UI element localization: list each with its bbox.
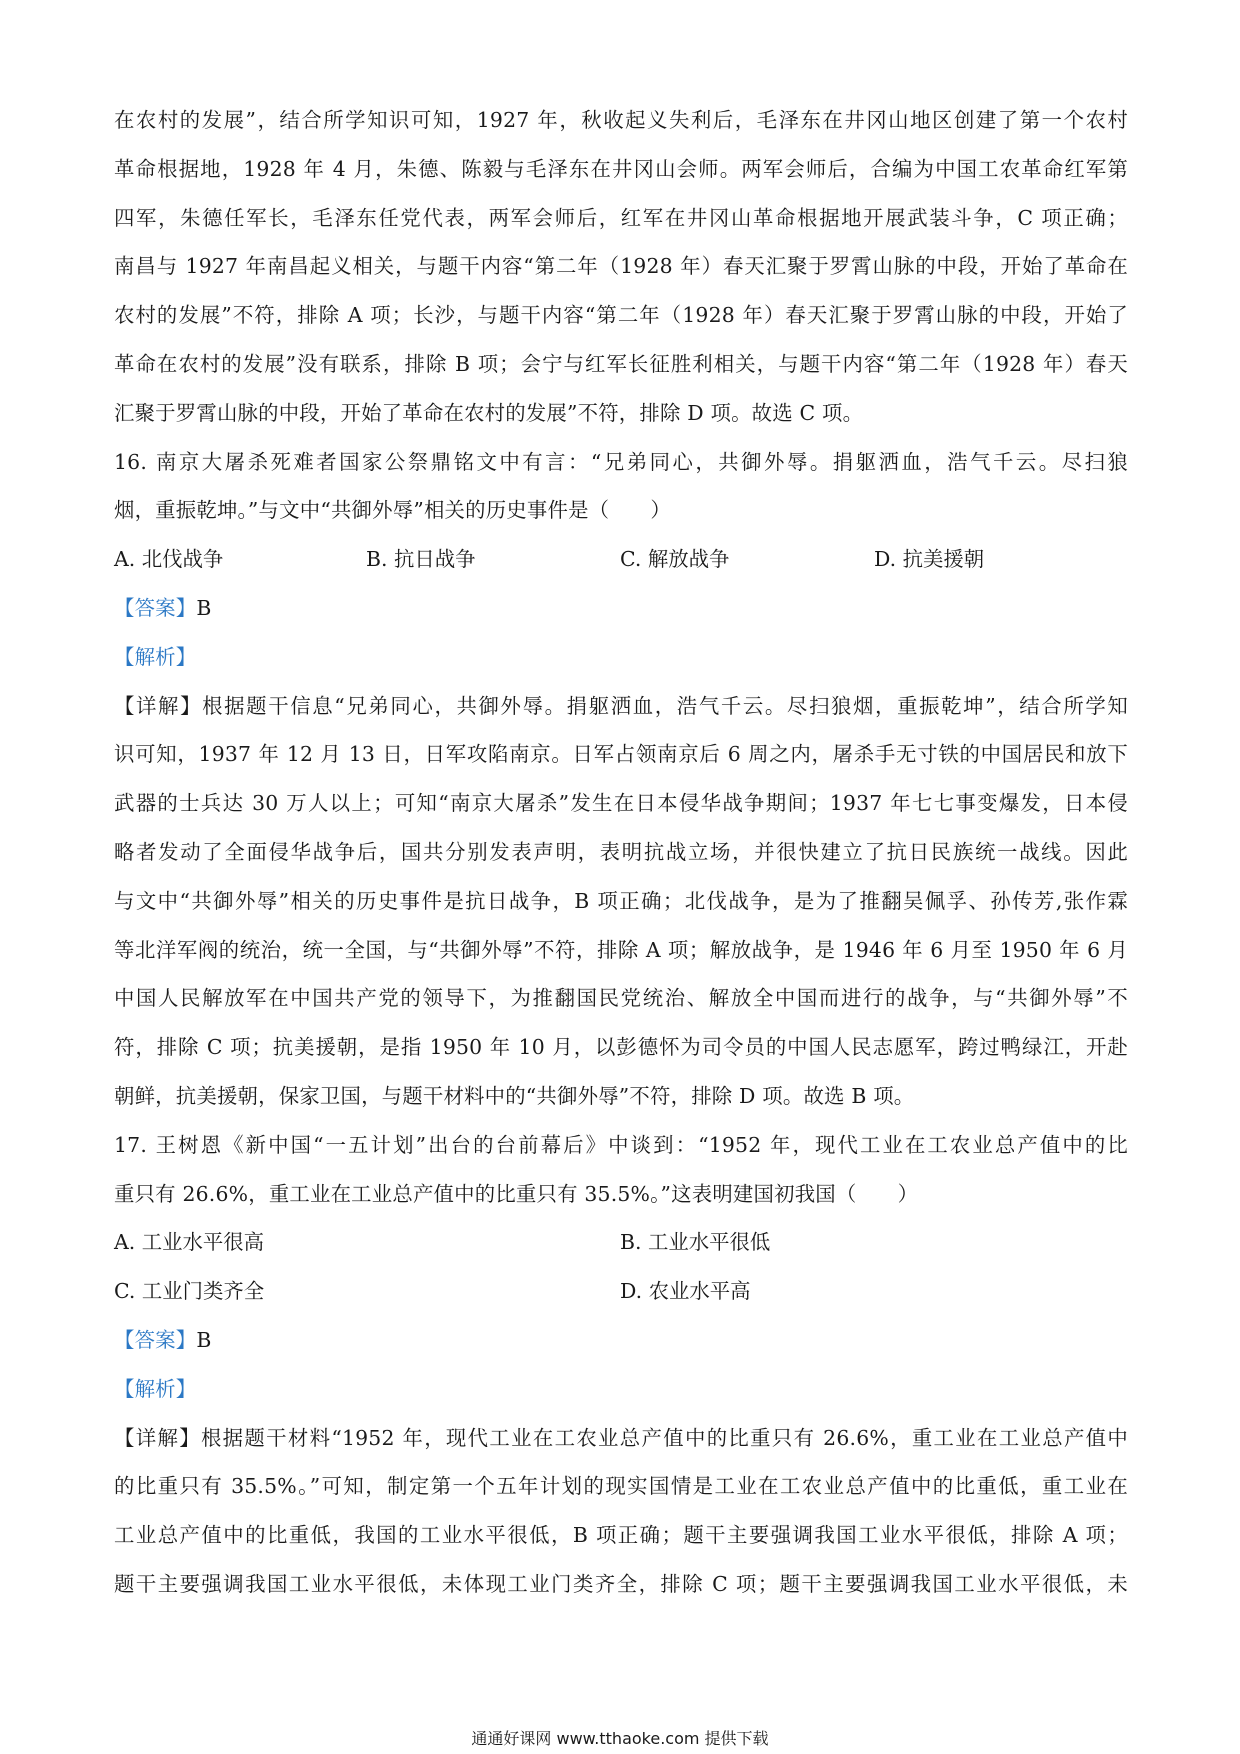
- detail-line: [114, 682, 1128, 731]
- detail-tag: 【详解】: [114, 693, 203, 718]
- text-line: 革命在农村的发展”没有联系，排除 B 项；会宁与红军长征胜利相关，与题干内容“第二年（1928 年）春天: [114, 351, 1128, 376]
- text-line: 四军，朱德任军长，毛泽东任党代表，两军会师后，红军在井冈山革命根据地开展武装斗争，C 项正确；: [114, 205, 1128, 230]
- detail-line: 符，排除 C 项；抗美援朝，是指 1950 年 10 月，以彭德怀为司令员的中国人民志愿军，跨过鸭绿江，开赴: [114, 1035, 1128, 1060]
- detail-line: 朝鲜，抗美援朝，保家卫国，与题干材料中的“共御外辱”不符，排除 D 项。故选 B 项。: [114, 1083, 915, 1108]
- option-c: C. 工业门类齐全: [114, 1279, 265, 1304]
- detail-line: 与文中“共御外辱”相关的历史事件是抗日战争，B 项正确；北伐战争，是为了推翻吴佩孚、孙传芳,张作霖: [114, 888, 1128, 913]
- detail-line: 识可知，1937 年 12 月 13 日，日军攻陷南京。日军占领南京后 6 周之内，屠杀手无寸铁的中国居民和放下: [114, 742, 1128, 767]
- detail-line: 的比重只有 35.5%。”可知，制定第一个五年计划的现实国情是工业在工农业总产值中的比重低，重工业在: [114, 1474, 1128, 1499]
- option-b: B. 工业水平很低: [620, 1230, 771, 1255]
- text-line: 在农村的发展”，结合所学知识可知，1927 年，秋收起义失利后，毛泽东在井冈山地区创建了第一个农村: [114, 108, 1128, 132]
- detail-line: 题干主要强调我国工业水平很低，未体现工业门类齐全，排除 C 项；题干主要强调我国工业水平很低，未: [114, 1571, 1128, 1596]
- answer-tag: 【答案】: [114, 595, 197, 620]
- text-line: 南昌与 1927 年南昌起义相关，与题干内容“第二年（1928 年）春天汇聚于罗霄山脉的中段，开始了革命在: [114, 254, 1128, 279]
- question-stem-line: 烟，重振乾坤。”与文中“共御外辱”相关的历史事件是（ ）: [114, 498, 672, 523]
- prev-answer-section: [114, 96, 1128, 438]
- question-stem-line: 重只有 26.6%，重工业在工业总产值中的比重只有 35.5%。”这表明建国初我国（ ）: [114, 1181, 919, 1206]
- detail-tag: 【详解】: [114, 1425, 201, 1450]
- options-row: [114, 1218, 1128, 1267]
- answer-line: [114, 1316, 1128, 1365]
- answer-value: B: [196, 595, 212, 620]
- option-a: A. 北伐战争: [114, 547, 224, 572]
- options-row: [114, 535, 1128, 584]
- detail-text: 根据题干材料“1952 年，现代工业在工农业总产值中的比重只有 26.6%，重工业在工业总产值中: [200, 1425, 1128, 1450]
- text-line: 农村的发展”不符，排除 A 项；长沙，与题干内容“第二年（1928 年）春天汇聚于罗霄山脉的中段，开始了: [114, 303, 1128, 328]
- analysis-tag: 【解析】: [114, 644, 197, 669]
- option-d: D. 抗美援朝: [874, 547, 985, 572]
- option-a: A. 工业水平很高: [114, 1230, 265, 1255]
- document-page: [114, 96, 1128, 1609]
- detail-line: [114, 1414, 1128, 1463]
- options-row: [114, 1267, 1128, 1316]
- text-line: 革命根据地，1928 年 4 月，朱德、陈毅与毛泽东在井冈山会师。两军会师后，合编为中国工农革命红军第: [114, 156, 1128, 181]
- option-b: B. 抗日战争: [366, 547, 476, 572]
- option-c: C. 解放战争: [620, 547, 730, 572]
- analysis-line: [114, 1365, 1128, 1414]
- question-stem-line: 17. 王树恩《新中国“一五计划”出台的台前幕后》中谈到：“1952 年，现代工业在工农业总产值中的比: [114, 1132, 1128, 1157]
- detail-line: 工业总产值中的比重低，我国的工业水平很低，B 项正确；题干主要强调我国工业水平很低，排除 A 项；: [114, 1523, 1128, 1548]
- detail-line: 武器的士兵达 30 万人以上；可知“南京大屠杀”发生在日本侵华战争期间；1937 年七七事变爆发，日本侵: [114, 791, 1128, 816]
- analysis-line: [114, 633, 1128, 682]
- question-stem-line: 16. 南京大屠杀死难者国家公祭鼎铭文中有言：“兄弟同心，共御外辱。捐躯洒血，浩气千云。尽扫狼: [114, 449, 1128, 474]
- answer-tag: 【答案】: [114, 1327, 197, 1352]
- detail-text: 根据题干信息“兄弟同心，共御外辱。捐躯洒血，浩气千云。尽扫狼烟，重振乾坤”，结合所学知: [202, 693, 1128, 718]
- answer-value: B: [196, 1327, 212, 1352]
- option-d: D. 农业水平高: [620, 1279, 751, 1304]
- page-footer: 通通好课网 www.tthaoke.com 提供下载: [471, 1729, 769, 1748]
- answer-line: [114, 584, 1128, 633]
- question-17: [114, 1121, 1128, 1609]
- detail-line: 等北洋军阀的统治，统一全国，与“共御外辱”不符，排除 A 项；解放战争，是 1946 年 6 月至 1950 年 6 月: [114, 937, 1128, 962]
- analysis-tag: 【解析】: [114, 1376, 197, 1401]
- detail-line: 略者发动了全面侵华战争后，国共分别发表声明，表明抗战立场，并很快建立了抗日民族统一战线。因此: [114, 839, 1128, 864]
- text-line: 汇聚于罗霄山脉的中段，开始了革命在农村的发展”不符，排除 D 项。故选 C 项。: [114, 400, 864, 425]
- question-16: [114, 438, 1128, 1121]
- detail-line: 中国人民解放军在中国共产党的领导下，为推翻国民党统治、解放全中国而进行的战争，与“共御外辱”不: [114, 986, 1128, 1011]
